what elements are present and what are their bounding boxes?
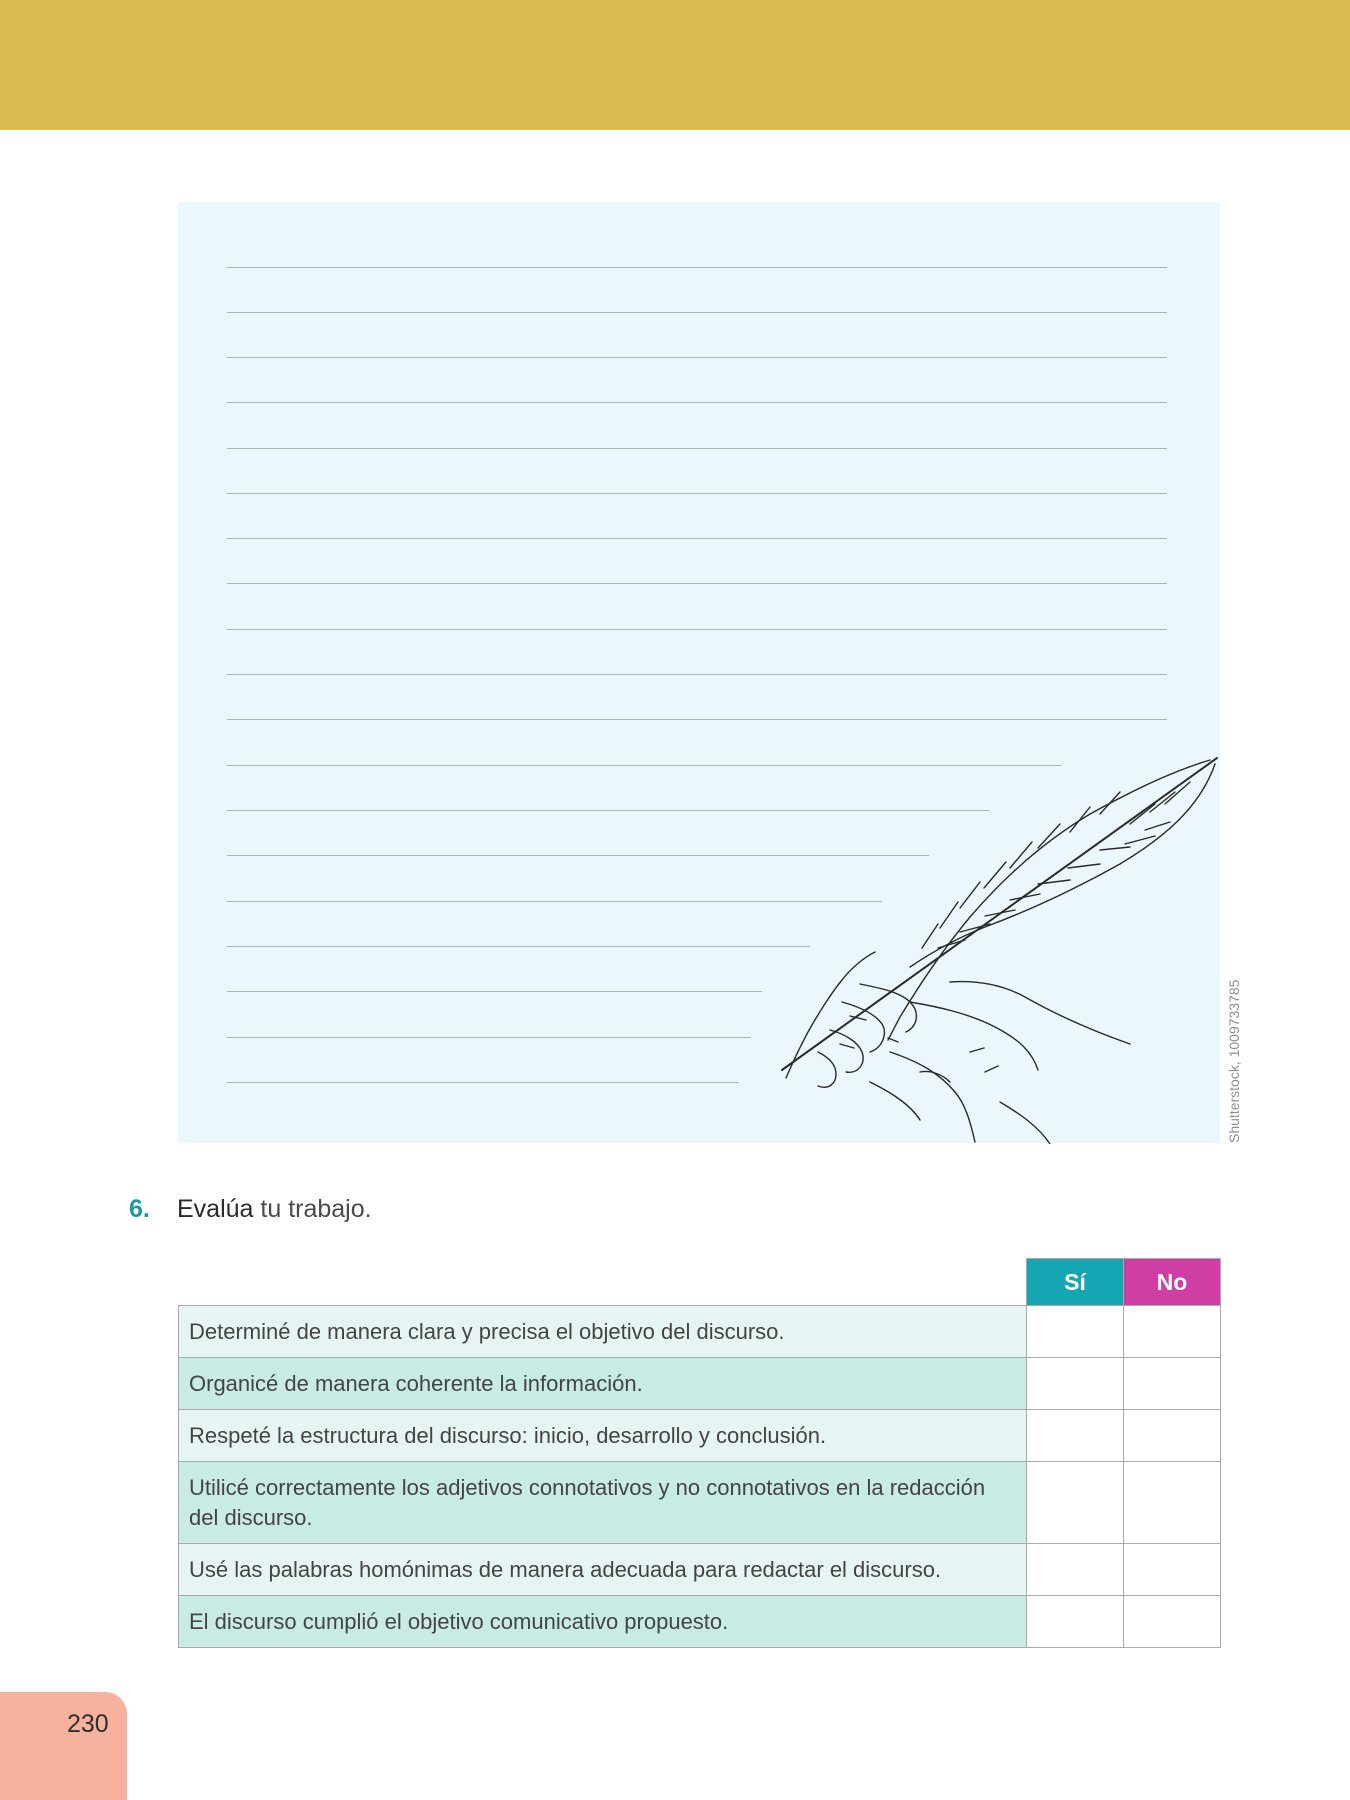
no-checkbox[interactable]	[1124, 1544, 1221, 1596]
writing-line[interactable]	[227, 946, 810, 947]
writing-line[interactable]	[227, 402, 1167, 403]
writing-line[interactable]	[227, 357, 1167, 358]
writing-line[interactable]	[227, 583, 1167, 584]
writing-line[interactable]	[227, 1037, 751, 1038]
writing-line[interactable]	[227, 448, 1167, 449]
table-corner	[179, 1259, 1027, 1306]
table-row	[179, 1544, 1221, 1596]
column-header-no: No	[1124, 1259, 1221, 1306]
table-row	[179, 1462, 1221, 1544]
no-checkbox[interactable]	[1124, 1462, 1221, 1544]
page-number-tab	[0, 1692, 127, 1800]
writing-line[interactable]	[227, 629, 1167, 630]
question-text: tu trabajo.	[253, 1195, 372, 1223]
criterion-text: El discurso cumplió el objetivo comunicativo propuesto.	[179, 1596, 1027, 1648]
header-band	[0, 0, 1350, 130]
evaluation-table	[178, 1258, 1221, 1648]
writing-line[interactable]	[227, 674, 1167, 675]
table-row	[179, 1596, 1221, 1648]
criterion-text: Organicé de manera coherente la información.	[179, 1358, 1027, 1410]
yes-checkbox[interactable]	[1027, 1462, 1124, 1544]
question-verb: Evalúa	[177, 1195, 254, 1223]
table-row	[179, 1306, 1221, 1358]
yes-checkbox[interactable]	[1027, 1306, 1124, 1358]
table-row	[179, 1358, 1221, 1410]
criterion-text: Respeté la estructura del discurso: inicio, desarrollo y conclusión.	[179, 1410, 1027, 1462]
criterion-text: Utilicé correctamente los adjetivos connotativos y no connotativos en la redacción del discurso.	[179, 1462, 1027, 1544]
page-number: 230	[67, 1710, 109, 1738]
yes-checkbox[interactable]	[1027, 1410, 1124, 1462]
criterion-text: Determiné de manera clara y precisa el objetivo del discurso.	[179, 1306, 1027, 1358]
criterion-text: Usé las palabras homónimas de manera adecuada para redactar el discurso.	[179, 1544, 1027, 1596]
writing-line[interactable]	[227, 538, 1167, 539]
yes-checkbox[interactable]	[1027, 1596, 1124, 1648]
writing-line[interactable]	[227, 312, 1167, 313]
question-6	[129, 1195, 372, 1224]
no-checkbox[interactable]	[1124, 1410, 1221, 1462]
writing-line[interactable]	[227, 493, 1167, 494]
writing-line[interactable]	[227, 267, 1167, 268]
column-header-yes: Sí	[1027, 1259, 1124, 1306]
no-checkbox[interactable]	[1124, 1596, 1221, 1648]
no-checkbox[interactable]	[1124, 1306, 1221, 1358]
quill-hand-icon	[770, 752, 1220, 1144]
question-number: 6.	[129, 1195, 150, 1223]
yes-checkbox[interactable]	[1027, 1358, 1124, 1410]
writing-line[interactable]	[227, 1082, 739, 1083]
writing-line[interactable]	[227, 719, 1167, 720]
photo-credit: Shutterstock, 1009733785	[1226, 979, 1242, 1143]
table-row	[179, 1410, 1221, 1462]
writing-line[interactable]	[227, 991, 762, 992]
yes-checkbox[interactable]	[1027, 1544, 1124, 1596]
no-checkbox[interactable]	[1124, 1358, 1221, 1410]
